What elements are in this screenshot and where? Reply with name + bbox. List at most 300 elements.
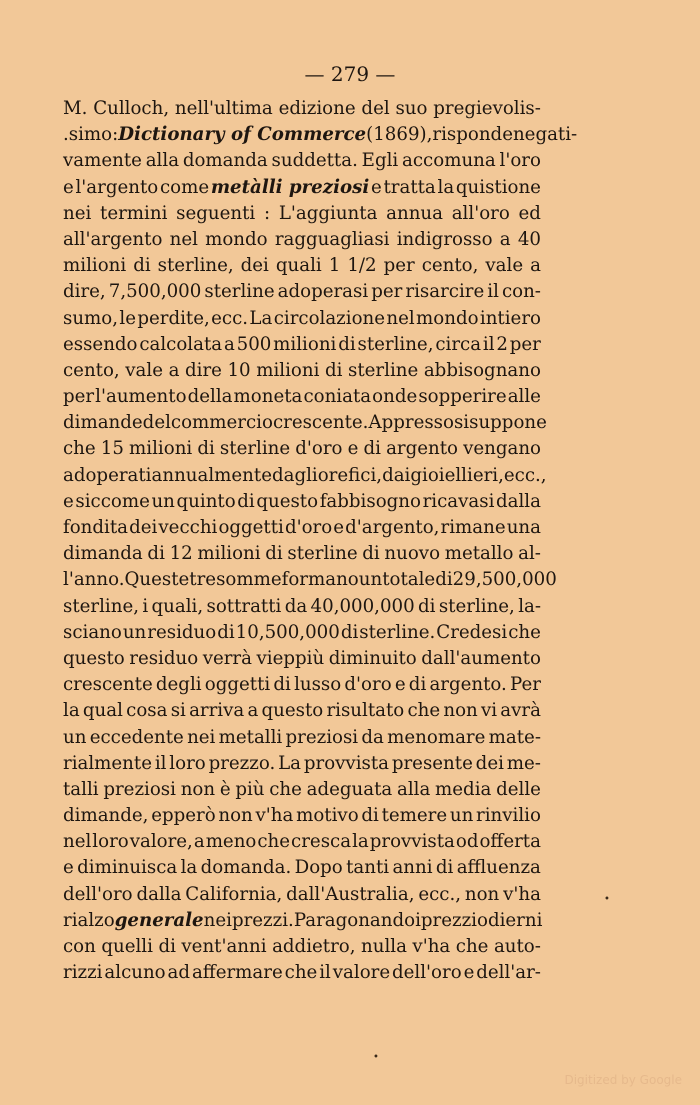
- word: diminuito: [328, 647, 417, 669]
- word: ricavasi: [422, 490, 495, 512]
- text-line: [63, 908, 541, 934]
- text-line: [63, 253, 541, 279]
- word: la-: [518, 595, 541, 617]
- text-line: [63, 829, 541, 855]
- word: annualmente: [151, 464, 272, 486]
- word: i: [415, 909, 421, 931]
- word: a: [223, 333, 235, 355]
- text-line: [63, 148, 541, 174]
- word: quali,: [151, 595, 204, 617]
- word: dall'aumento: [421, 647, 541, 669]
- word: risarcire: [405, 281, 485, 303]
- word: motivo: [296, 805, 359, 827]
- word: verrà: [202, 647, 252, 669]
- word: L'aggiunta: [278, 202, 378, 224]
- word: ecc.: [211, 307, 249, 329]
- word: dell'ar-: [476, 962, 541, 984]
- word: di: [338, 333, 356, 355]
- word: suddetta.: [271, 150, 358, 172]
- word: indigrosso: [396, 228, 493, 250]
- word: argento.: [429, 674, 507, 696]
- word: dalla: [496, 490, 541, 512]
- word: con-: [501, 281, 541, 303]
- word: la: [437, 176, 455, 198]
- emphasized-text: Dictionary of Commerce: [118, 124, 367, 146]
- word: il: [154, 752, 167, 774]
- word: dimande,: [63, 805, 149, 827]
- word: menomare: [387, 726, 486, 748]
- word: termini: [100, 202, 168, 224]
- word: che: [269, 778, 302, 800]
- word: nuovo: [384, 543, 441, 565]
- word: che: [63, 438, 96, 460]
- word: fabbisogno: [319, 490, 421, 512]
- word: da: [361, 726, 384, 748]
- word: affermare: [191, 962, 283, 984]
- word: alle: [507, 386, 541, 408]
- word: non: [180, 778, 216, 800]
- text-line: [63, 122, 578, 148]
- word: l'argento: [75, 176, 159, 198]
- word: adoperasi: [277, 281, 369, 303]
- word: nell'ultima: [174, 98, 273, 119]
- text-line: [63, 803, 541, 829]
- word: questo: [63, 647, 125, 669]
- word: di: [147, 543, 165, 565]
- word: dalla: [136, 883, 182, 905]
- text-line: [63, 201, 541, 227]
- text-line: [63, 515, 541, 541]
- word: da: [284, 595, 308, 617]
- word: e: [347, 438, 359, 460]
- word: M.: [63, 98, 88, 119]
- page-number: — 279 —: [304, 62, 396, 86]
- word: a: [247, 700, 259, 722]
- word: Credesi: [436, 621, 508, 643]
- word: risultato: [326, 700, 405, 722]
- word: un: [358, 569, 383, 591]
- word: mondo: [416, 307, 479, 329]
- word: di: [324, 359, 343, 381]
- word: dei: [475, 752, 504, 774]
- word: avrà: [500, 700, 541, 722]
- word: e: [370, 176, 382, 198]
- word: 10: [227, 359, 251, 381]
- word: vecchi: [158, 517, 218, 538]
- word: intiero: [479, 307, 541, 329]
- word: anni: [392, 857, 433, 879]
- word: sopperire: [418, 386, 507, 408]
- word: 7,500,000: [108, 281, 202, 303]
- word: non: [464, 883, 500, 905]
- word: nei: [203, 909, 232, 931]
- word: v'ha: [255, 805, 294, 827]
- text-line: [63, 751, 541, 777]
- word: l'oro: [499, 150, 541, 172]
- word: più: [235, 778, 265, 800]
- word: è: [219, 778, 231, 800]
- word: di: [363, 438, 381, 460]
- word: all'argento: [63, 228, 163, 250]
- word: residuo: [147, 621, 217, 643]
- word: annua: [386, 202, 443, 224]
- word: La: [249, 307, 273, 329]
- word: un: [122, 621, 147, 643]
- word: cento,: [63, 359, 120, 381]
- word: oggetti: [218, 517, 284, 538]
- word: somme: [216, 569, 282, 591]
- word: di: [237, 490, 255, 512]
- word: provvista: [369, 831, 455, 853]
- word: odierni: [477, 909, 543, 931]
- word: milioni: [273, 333, 337, 355]
- word: del: [361, 98, 390, 119]
- stray-mark-bottom: •: [373, 1052, 379, 1063]
- word: vale: [125, 359, 163, 381]
- word: che: [407, 700, 441, 722]
- text-line: [63, 410, 547, 436]
- word: gioiellieri,: [410, 464, 504, 486]
- word: e: [333, 517, 345, 538]
- word: dall'Australia,: [286, 883, 415, 905]
- word: alla: [396, 778, 431, 800]
- word: cosa: [126, 700, 168, 722]
- word: d'argento,: [345, 517, 440, 538]
- word: argento: [386, 438, 458, 460]
- word: sciano: [63, 621, 122, 643]
- word: preziosi: [103, 778, 176, 800]
- text-line: [63, 384, 541, 410]
- word: meno: [205, 831, 257, 853]
- word: qual: [82, 700, 123, 722]
- word: Egli: [361, 150, 399, 172]
- word: tanti: [346, 857, 390, 879]
- word: .simo:: [63, 124, 119, 146]
- word: sottratti: [206, 595, 282, 617]
- word: temere: [381, 805, 448, 827]
- word: l'aumento: [95, 386, 187, 408]
- word: 40: [517, 228, 541, 250]
- word: me-: [506, 752, 541, 774]
- text-line: [63, 489, 541, 515]
- word: adoperati: [63, 464, 152, 486]
- word: domanda: [182, 150, 268, 172]
- word: risponde: [432, 124, 513, 146]
- word: a: [193, 831, 205, 853]
- word: d'oro: [284, 517, 333, 538]
- word: rialmente: [63, 752, 152, 774]
- text-line: [63, 777, 541, 803]
- word: il: [482, 333, 495, 355]
- word: arriva: [189, 700, 245, 722]
- word: la: [352, 831, 369, 853]
- word: crescente: [63, 674, 153, 696]
- word: valore: [332, 962, 391, 984]
- word: California,: [185, 883, 283, 905]
- word: preziosi: [285, 726, 359, 748]
- word: 40,000,000: [310, 595, 415, 617]
- word: abbisognano: [423, 359, 541, 381]
- word: mate-: [488, 726, 541, 748]
- word: alla: [145, 150, 180, 172]
- word: 1: [328, 255, 341, 277]
- text-line: [63, 934, 541, 960]
- word: dimanda: [63, 543, 143, 565]
- word: milioni: [63, 255, 127, 277]
- word: un: [63, 726, 87, 748]
- word: presente: [391, 752, 473, 774]
- word: residuo: [129, 647, 199, 669]
- text-line: [63, 960, 541, 986]
- text-line: [63, 620, 541, 646]
- word: dimande: [63, 412, 143, 434]
- word: e: [63, 176, 74, 198]
- word: offerta: [479, 831, 541, 853]
- word: sterline,: [357, 333, 434, 355]
- word: non: [218, 805, 253, 827]
- word: accomuna: [402, 150, 496, 172]
- text-line: [63, 175, 541, 201]
- watermark: Digitized by Google: [564, 1073, 682, 1087]
- word: un: [449, 805, 474, 827]
- word: di: [435, 857, 454, 879]
- word: suppone: [469, 412, 547, 434]
- word: sterline,: [157, 255, 234, 277]
- word: orefici,: [317, 464, 383, 486]
- word: diminuisca: [77, 857, 178, 879]
- word: questo: [256, 490, 319, 512]
- word: rinvilio: [476, 805, 541, 827]
- word: valore,: [129, 831, 193, 853]
- word: 2: [496, 333, 508, 355]
- word: v'ha: [503, 883, 541, 905]
- word: dei: [129, 517, 158, 538]
- word: Per: [510, 674, 541, 696]
- word: di: [361, 805, 379, 827]
- word: perdite,: [137, 307, 210, 329]
- word: per: [63, 386, 95, 408]
- word: formano: [281, 569, 359, 591]
- word: e: [394, 674, 406, 696]
- word: essendo: [63, 333, 138, 355]
- word: adeguata: [306, 778, 393, 800]
- word: commercio: [170, 412, 273, 434]
- word: delle: [496, 778, 541, 800]
- word: prezzi.: [231, 909, 294, 931]
- word: :: [263, 202, 271, 224]
- text-line: [63, 567, 557, 593]
- word: oggetti: [204, 674, 271, 696]
- emphasized-text: generale: [114, 909, 204, 931]
- word: dire,: [63, 281, 106, 303]
- word: i: [142, 595, 149, 617]
- word: all'oro: [451, 202, 510, 224]
- word: fondita: [63, 517, 129, 538]
- text-line: [63, 96, 541, 122]
- word: un: [151, 490, 175, 512]
- word: sterline: [204, 281, 275, 303]
- word: 29,500,000: [452, 569, 557, 591]
- text-line: [63, 279, 541, 305]
- word: quinto: [176, 490, 236, 512]
- word: vamente: [63, 150, 142, 172]
- word: tre: [189, 569, 217, 591]
- word: v'ha: [412, 936, 451, 957]
- word: la: [63, 700, 80, 722]
- word: sumo,: [63, 307, 119, 329]
- word: 12: [169, 543, 193, 565]
- word: coniata: [303, 386, 372, 408]
- word: questo: [261, 700, 324, 722]
- word: quistione: [455, 176, 541, 198]
- word: nei: [63, 202, 92, 224]
- text-line: [63, 541, 541, 567]
- word: negati-: [512, 124, 578, 146]
- word: vi: [480, 700, 498, 722]
- word: vieppiù: [256, 647, 325, 669]
- text-line: [63, 306, 541, 332]
- word: dai: [382, 464, 411, 486]
- emphasized-text: metàlli preziosi: [210, 176, 370, 198]
- word: rizzi: [63, 962, 103, 984]
- text-line: [63, 358, 541, 384]
- word: dei: [240, 255, 269, 277]
- text-line: [63, 436, 541, 462]
- text-line: [63, 882, 541, 908]
- word: e: [63, 490, 74, 512]
- word: che: [284, 962, 318, 984]
- word: prezzo.: [208, 752, 276, 774]
- word: il: [487, 281, 499, 303]
- word: dagli: [271, 464, 318, 486]
- word: non: [443, 700, 478, 722]
- word: Queste: [124, 569, 190, 591]
- word: di: [197, 438, 215, 460]
- word: crescente.: [272, 412, 369, 434]
- word: La: [278, 752, 302, 774]
- word: sterline: [219, 438, 291, 460]
- word: Dopo: [294, 857, 343, 879]
- text-line: [63, 646, 541, 672]
- word: di: [217, 621, 235, 643]
- word: che: [508, 621, 541, 643]
- word: milioni: [256, 359, 320, 381]
- word: circolazione: [273, 307, 386, 329]
- word: per: [509, 333, 541, 355]
- word: Paragonando: [293, 909, 416, 931]
- word: del: [142, 412, 171, 434]
- word: sterline.: [359, 621, 436, 643]
- word: vale: [485, 255, 524, 277]
- word: (1869),: [366, 124, 433, 146]
- word: Culloch,: [93, 98, 170, 119]
- word: 500: [236, 333, 272, 355]
- word: le: [119, 307, 136, 329]
- word: affluenza: [456, 857, 541, 879]
- word: suo: [395, 98, 428, 119]
- word: addietro,: [272, 936, 356, 957]
- word: 1/2: [347, 255, 377, 277]
- word: al-: [518, 543, 541, 565]
- word: dire: [184, 359, 222, 381]
- word: rimane: [440, 517, 506, 538]
- word: di: [408, 674, 427, 696]
- word: pregievolis-: [433, 98, 541, 119]
- word: che: [455, 936, 489, 957]
- word: a: [530, 255, 541, 277]
- word: ragguagliasi: [274, 228, 390, 250]
- word: come: [159, 176, 210, 198]
- word: di: [265, 543, 283, 565]
- word: della: [187, 386, 233, 408]
- word: di: [340, 621, 359, 643]
- word: la: [180, 857, 198, 879]
- word: nel: [63, 831, 92, 853]
- stray-mark-right: •: [604, 894, 610, 905]
- word: calcolata: [139, 333, 223, 355]
- word: e: [463, 962, 475, 984]
- text-line: [63, 227, 541, 253]
- word: cento,: [421, 255, 479, 277]
- word: metallo: [444, 543, 514, 565]
- word: una: [506, 517, 541, 538]
- word: di: [435, 569, 453, 591]
- word: nulla: [361, 936, 407, 957]
- word: si: [453, 412, 470, 434]
- word: dell'oro: [392, 962, 462, 984]
- word: sterline,: [438, 595, 515, 617]
- word: edizione: [278, 98, 356, 119]
- word: metalli: [218, 726, 283, 748]
- word: ed: [518, 202, 541, 224]
- word: totale: [382, 569, 436, 591]
- word: eccedente: [89, 726, 184, 748]
- word: siccome: [75, 490, 150, 512]
- word: quelli: [101, 936, 153, 957]
- word: l'anno.: [63, 569, 125, 591]
- word: per: [383, 255, 415, 277]
- word: sterline,: [63, 595, 139, 617]
- word: mondo: [205, 228, 268, 250]
- word: il: [319, 962, 331, 984]
- word: a: [168, 359, 180, 381]
- word: sterline: [348, 359, 419, 381]
- word: domanda.: [200, 857, 292, 879]
- word: nel: [169, 228, 198, 250]
- word: a: [499, 228, 511, 250]
- word: di: [133, 255, 151, 277]
- word: si: [170, 700, 186, 722]
- word: vent'anni: [181, 936, 267, 957]
- word: epperò: [151, 805, 216, 827]
- word: e: [63, 857, 74, 879]
- word: talli: [63, 778, 99, 800]
- word: Appresso: [368, 412, 454, 434]
- body-text: [63, 96, 578, 986]
- word: prezzi: [420, 909, 477, 931]
- word: di: [158, 936, 176, 957]
- word: d'oro: [295, 438, 343, 460]
- word: nei: [187, 726, 216, 748]
- word: cresca: [291, 831, 352, 853]
- word: milioni: [129, 438, 193, 460]
- word: media: [435, 778, 492, 800]
- word: ecc.,: [503, 464, 547, 486]
- text-line: [63, 725, 541, 751]
- word: di: [362, 543, 380, 565]
- word: 15: [100, 438, 124, 460]
- text-line: [63, 332, 541, 358]
